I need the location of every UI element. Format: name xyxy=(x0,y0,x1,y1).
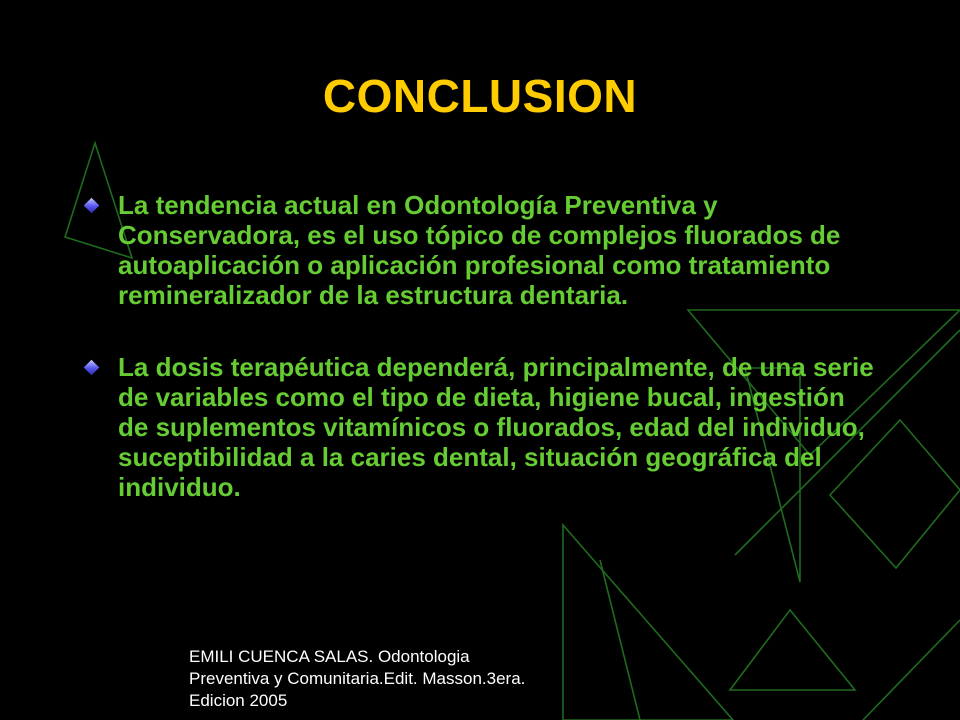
slide-title: CONCLUSION xyxy=(322,70,638,122)
bullet-item xyxy=(80,352,880,502)
bottom-right-triangle-shape xyxy=(730,610,855,690)
citation-text: EMILI CUENCA SALAS. Odontologia Preventiva y Comunitaria.Edit. Masson.3era. Edicion 2005 xyxy=(189,647,526,710)
lower-triangle-shape xyxy=(563,525,733,720)
bullet-item xyxy=(80,190,880,310)
diamond-bullet-icon xyxy=(84,198,100,214)
diamond-bullet-icon xyxy=(84,360,100,376)
bullet-list xyxy=(80,190,880,502)
bullet-text: La tendencia actual en Odontología Preventiva y Conservadora, es el uso tópico de complejos fluorados de autoaplicación o aplicación profesional como tratamiento remineralizador de la estructura dentaria. xyxy=(118,190,841,310)
bullet-text: La dosis terapéutica dependerá, principalmente, de una serie de variables como el tipo de dieta, higiene bucal, ingestión de suplementos vitamínicos o fluorados, edad del individuo, suceptibilidad a la caries dental, situación geográfica del individuo. xyxy=(118,352,874,502)
diagonal-line-3 xyxy=(600,560,640,720)
diagonal-line-2 xyxy=(863,620,960,720)
